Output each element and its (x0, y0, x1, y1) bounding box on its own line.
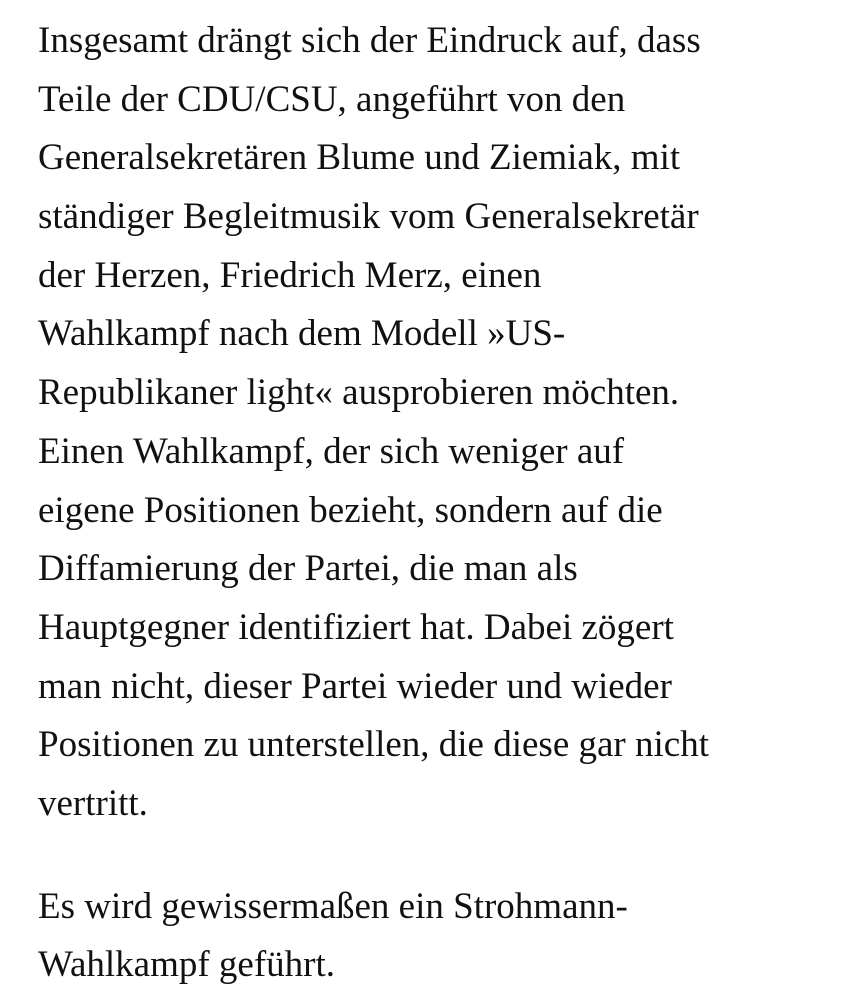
text-line: Diffamierung der Partei, die man als (38, 548, 578, 590)
text-line: Wahlkampf geführt. (38, 944, 336, 986)
text-line: Wahlkampf nach dem Modell »US- (38, 313, 566, 355)
text-line: Generalsekretären Blume und Ziemiak, mit (38, 137, 681, 179)
paragraph-2 (38, 878, 838, 995)
text-line: Es wird gewissermaßen ein Strohmann- (38, 885, 628, 927)
text-line: Einen Wahlkampf, der sich weniger auf (38, 430, 625, 472)
paragraph-spacer (38, 834, 838, 878)
article-body (38, 12, 838, 995)
text-line: Republikaner light« ausprobieren möchten. (38, 372, 680, 414)
text-line: vertritt. (38, 782, 148, 824)
text-line: eigene Positionen bezieht, sondern auf die (38, 489, 663, 531)
text-line: Insgesamt drängt sich der Eindruck auf, dass (38, 20, 701, 61)
text-line: der Herzen, Friedrich Merz, einen (38, 254, 542, 296)
text-line: man nicht, dieser Partei wieder und wieder (38, 665, 672, 707)
text-line: Positionen zu unterstellen, die diese gar nicht (38, 724, 709, 766)
text-line: ständiger Begleitmusik vom Generalsekretär (38, 196, 699, 238)
text-line: Hauptgegner identifiziert hat. Dabei zögert (38, 606, 674, 648)
text-line: Teile der CDU/CSU, angeführt von den (38, 78, 626, 120)
paragraph-1 (38, 12, 838, 834)
